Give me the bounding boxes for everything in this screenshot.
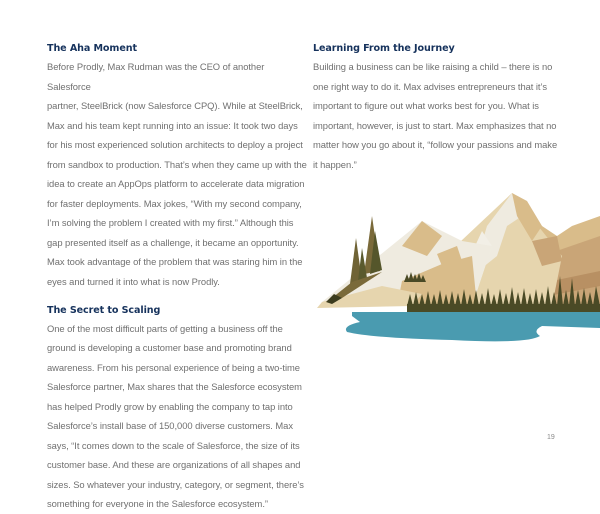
right-column (313, 42, 575, 174)
heading-aha-moment: The Aha Moment (47, 43, 137, 54)
section-spacer (47, 292, 309, 304)
text-line: idea to create an AppOps platform to accelerate data migration (47, 178, 305, 190)
paragraph-aha-moment (47, 57, 309, 292)
heading-secret-to-scaling: The Secret to Scaling (47, 304, 161, 316)
text-line: Salesforce’s install base of 150,000 diverse customers. Max (47, 420, 293, 432)
text-line: Salesforce partner, Max shares that the Salesforce ecosystem (47, 381, 302, 393)
lake (346, 312, 600, 341)
text-line: gap presented itself as a challenge, it became an opportunity. (47, 236, 299, 248)
text-line: Max took advantage of the problem that was staring him in the (47, 256, 303, 268)
text-line: for faster deployments. Max jokes, “With my second company, (47, 197, 302, 209)
text-line: for his most experienced solution architects to deploy a project (47, 139, 303, 151)
text-line: One of the most difficult parts of getting a business off the (47, 322, 283, 334)
text-line: partner, SteelBrick (now Salesforce CPQ). While at SteelBrick, (47, 100, 303, 112)
text-line: customer base. And these are organizations of all shapes and (47, 459, 301, 471)
text-line: important, however, is just to start. Max emphasizes that no (313, 119, 557, 131)
text-line: from sandbox to production. That’s when they came up with the (47, 158, 307, 170)
text-line: has helped Prodly grow by enabling the company to tap into (47, 400, 293, 412)
text-line: Building a business can be like raising a child – there is no (313, 61, 553, 72)
text-line: says, “It comes down to the scale of Salesforce, the size of its (47, 439, 300, 451)
heading-learning-from-journey: Learning From the Journey (313, 43, 455, 54)
text-line: Before Prodly, Max Rudman was the CEO of another Salesforce (47, 61, 265, 92)
paragraph-learning-from-journey (313, 57, 575, 174)
left-column (47, 42, 309, 514)
text-line: matter how you go about it, “follow your passions and make (313, 139, 558, 151)
text-line: I’m solving the problem I created with my first.” Although this (47, 217, 294, 229)
text-line: something for everyone in the Salesforce ecosystem.” (47, 498, 268, 510)
text-line: one right way to do it. Max advises entrepreneurs that it’s (313, 80, 547, 92)
paragraph-secret-to-scaling (47, 319, 309, 514)
mountain-lake-illustration (312, 186, 600, 342)
text-line: it happen.” (313, 158, 357, 170)
text-line: awareness. From his personal experience of being a two-time (47, 361, 300, 373)
text-line: sizes. So whatever your industry, category, or segment, there’s (47, 478, 304, 490)
page-number: 19 (547, 434, 555, 441)
text-line: eyes and turned it into what is now Prodly. (47, 276, 220, 288)
text-line: Max and his team kept running into an issue: It took two days (47, 119, 298, 131)
text-line: important to figure out what works best for you. What is (313, 100, 539, 112)
text-line: ground is developing a customer base and promoting brand (47, 342, 292, 354)
